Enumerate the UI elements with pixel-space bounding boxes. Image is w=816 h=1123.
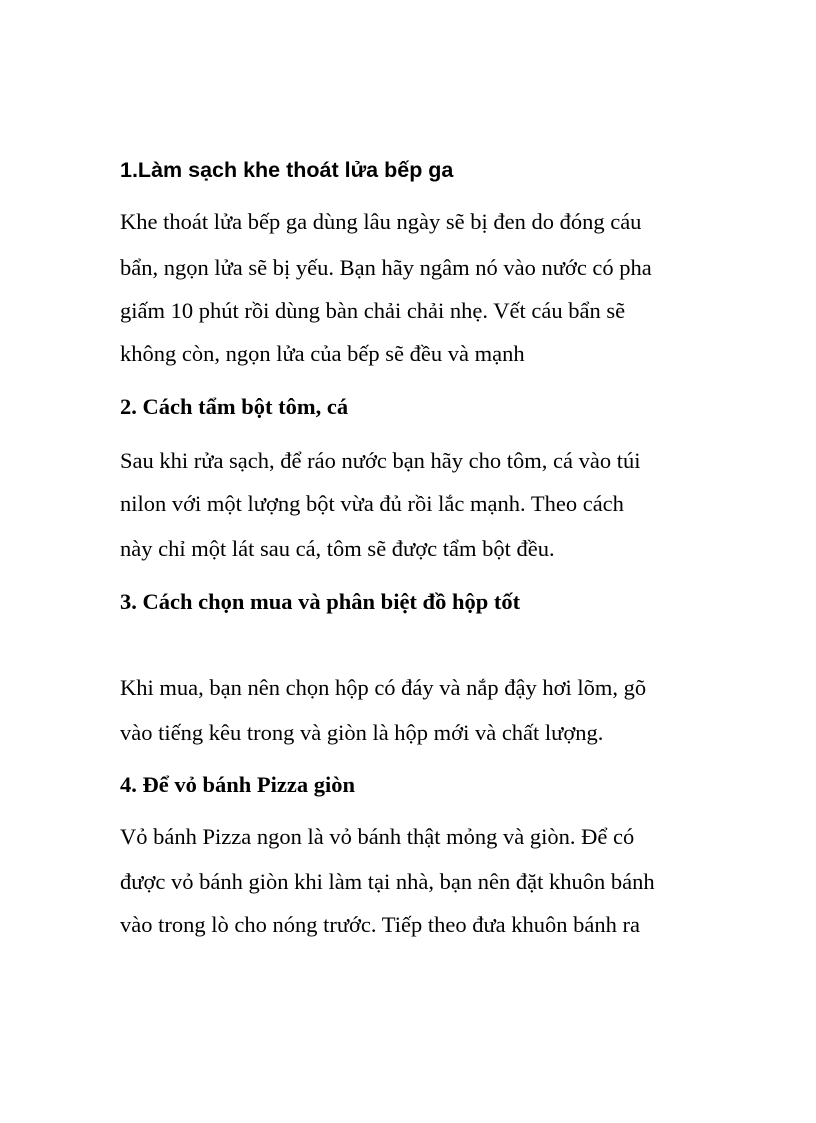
paragraph-line: không còn, ngọn lửa của bếp sẽ đều và mạnh [120,341,525,366]
paragraph-line: vào trong lò cho nóng trước. Tiếp theo đưa khuôn bánh ra [120,912,640,937]
paragraph-line: Sau khi rửa sạch, để ráo nước bạn hãy cho tôm, cá vào túi [120,448,641,473]
paragraph-line: này chỉ một lát sau cá, tôm sẽ được tẩm bột đều. [120,536,555,561]
paragraph-line: giấm 10 phút rồi dùng bàn chải chải nhẹ. Vết cáu bẩn sẽ [120,298,626,323]
section-heading: 4. Để vỏ bánh Pizza giòn [120,772,356,797]
section-heading: 1.Làm sạch khe thoát lửa bếp ga [120,158,454,182]
section-heading: 2. Cách tẩm bột tôm, cá [120,394,349,419]
paragraph-line: Vỏ bánh Pizza ngon là vỏ bánh thật mỏng và giòn. Để có [120,824,635,849]
paragraph-line: được vỏ bánh giòn khi làm tại nhà, bạn nên đặt khuôn bánh [120,869,655,894]
paragraph-line: bẩn, ngọn lửa sẽ bị yếu. Bạn hãy ngâm nó vào nước có pha [120,255,652,280]
document-page [120,0,720,1123]
section-heading: 3. Cách chọn mua và phân biệt đồ hộp tốt [120,589,521,614]
paragraph-line: nilon với một lượng bột vừa đủ rồi lắc mạnh. Theo cách [120,491,624,516]
paragraph-line: Khi mua, bạn nên chọn hộp có đáy và nắp đậy hơi lõm, gõ [120,675,647,700]
paragraph-line: vào tiếng kêu trong và giòn là hộp mới và chất lượng. [120,720,604,745]
paragraph-line: Khe thoát lửa bếp ga dùng lâu ngày sẽ bị đen do đóng cáu [120,209,642,234]
